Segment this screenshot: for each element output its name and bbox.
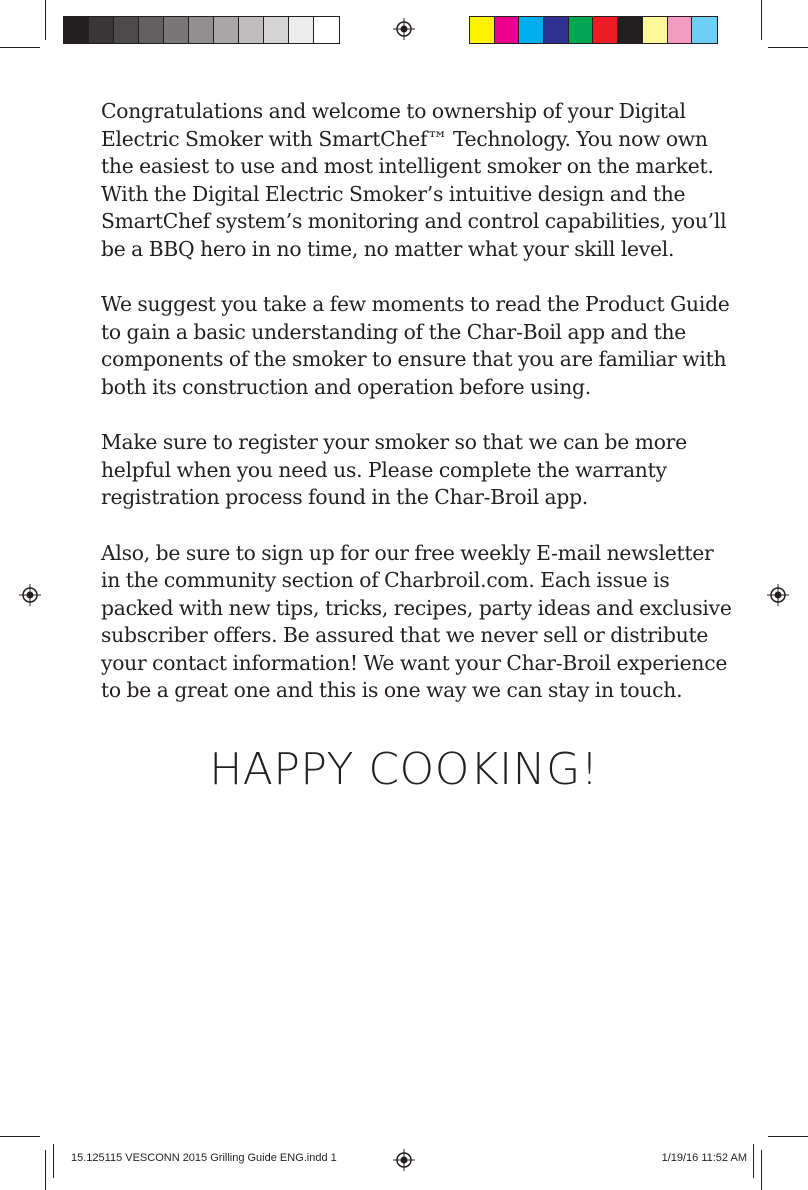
text-line: Also, be sure to sign up for our free weekly E-mail newsletter xyxy=(101,540,714,565)
crop-mark-bottom-right-h xyxy=(768,1136,808,1137)
text-line: the easiest to use and most intelligent smoker on the market. xyxy=(101,154,714,178)
color-swatch xyxy=(289,17,314,43)
process-color-bar xyxy=(469,16,718,44)
color-swatch xyxy=(495,17,520,43)
text-line: helpful when you need us. Please complete the warranty xyxy=(101,457,667,482)
registration-mark-icon xyxy=(393,1149,415,1171)
crop-mark-top-right-h xyxy=(768,47,808,48)
paragraph-register xyxy=(101,429,741,512)
text-line: registration process found in the Char-Broil app. xyxy=(101,485,589,509)
color-swatch xyxy=(214,17,239,43)
text-line: both its construction and operation before using. xyxy=(101,374,591,399)
text-line: Electric Smoker with SmartChef™ Technology. You now own xyxy=(101,126,708,151)
text-line: With the Digital Electric Smoker’s intuitive design and the xyxy=(101,181,686,206)
color-swatch xyxy=(643,17,668,43)
color-swatch xyxy=(470,17,495,43)
color-swatch xyxy=(64,17,89,43)
color-swatch xyxy=(668,17,693,43)
color-swatch xyxy=(618,17,643,43)
color-swatch xyxy=(519,17,544,43)
slug-datetime: 1/19/16 11:52 AM xyxy=(661,1152,747,1164)
text-line: We suggest you take a few moments to read the Product Guide xyxy=(101,292,730,316)
slug-filename: 15.125115 VESCONN 2015 Grilling Guide ENG.indd 1 xyxy=(71,1152,337,1164)
color-swatch xyxy=(139,17,164,43)
paragraph-newsletter xyxy=(101,540,741,705)
crop-mark-bottom-right-v xyxy=(761,1150,762,1190)
slug-rule-left xyxy=(53,1144,54,1178)
happy-cooking-headline: HAPPY COOKING! xyxy=(209,744,599,795)
text-line: subscriber offers. Be assured that we never sell or distribute xyxy=(101,623,709,647)
color-swatch xyxy=(239,17,264,43)
color-swatch xyxy=(692,17,717,43)
color-swatch xyxy=(114,17,139,43)
color-swatch xyxy=(164,17,189,43)
color-swatch xyxy=(593,17,618,43)
text-line: packed with new tips, tricks, recipes, party ideas and exclusive xyxy=(101,595,732,620)
crop-mark-bottom-left-h xyxy=(0,1136,40,1137)
color-swatch xyxy=(314,17,339,43)
welcome-letter xyxy=(101,98,741,733)
text-line: components of the smoker to ensure that you are familiar with xyxy=(101,347,727,371)
text-line: Congratulations and welcome to ownership of your Digital xyxy=(101,99,686,123)
color-swatch xyxy=(189,17,214,43)
registration-mark-icon xyxy=(767,584,789,606)
crop-mark-top-left-v xyxy=(45,0,46,40)
slug-rule-right xyxy=(753,1144,754,1178)
registration-mark-icon xyxy=(393,18,415,40)
color-swatch xyxy=(89,17,114,43)
color-swatch xyxy=(544,17,569,43)
paragraph-product-guide xyxy=(101,291,741,401)
color-swatch xyxy=(264,17,289,43)
text-line: be a BBQ hero in no time, no matter what your skill level. xyxy=(101,236,675,261)
text-line: to gain a basic understanding of the Char-Boil app and the xyxy=(101,319,687,344)
paragraph-welcome xyxy=(101,98,741,263)
text-line: your contact information! We want your Char-Broil experience xyxy=(101,650,728,675)
crop-mark-top-left-h xyxy=(0,47,40,48)
crop-mark-top-right-v xyxy=(761,0,762,40)
text-line: in the community section of Charbroil.com. Each issue is xyxy=(101,568,670,592)
grayscale-color-bar xyxy=(63,16,340,44)
color-swatch xyxy=(569,17,594,43)
text-line: Make sure to register your smoker so that we can be more xyxy=(101,430,687,454)
registration-mark-icon xyxy=(19,584,41,606)
text-line: to be a great one and this is one way we can stay in touch. xyxy=(101,678,683,702)
crop-mark-bottom-left-v xyxy=(45,1150,46,1190)
text-line: SmartChef system’s monitoring and control capabilities, you’ll xyxy=(101,209,727,233)
